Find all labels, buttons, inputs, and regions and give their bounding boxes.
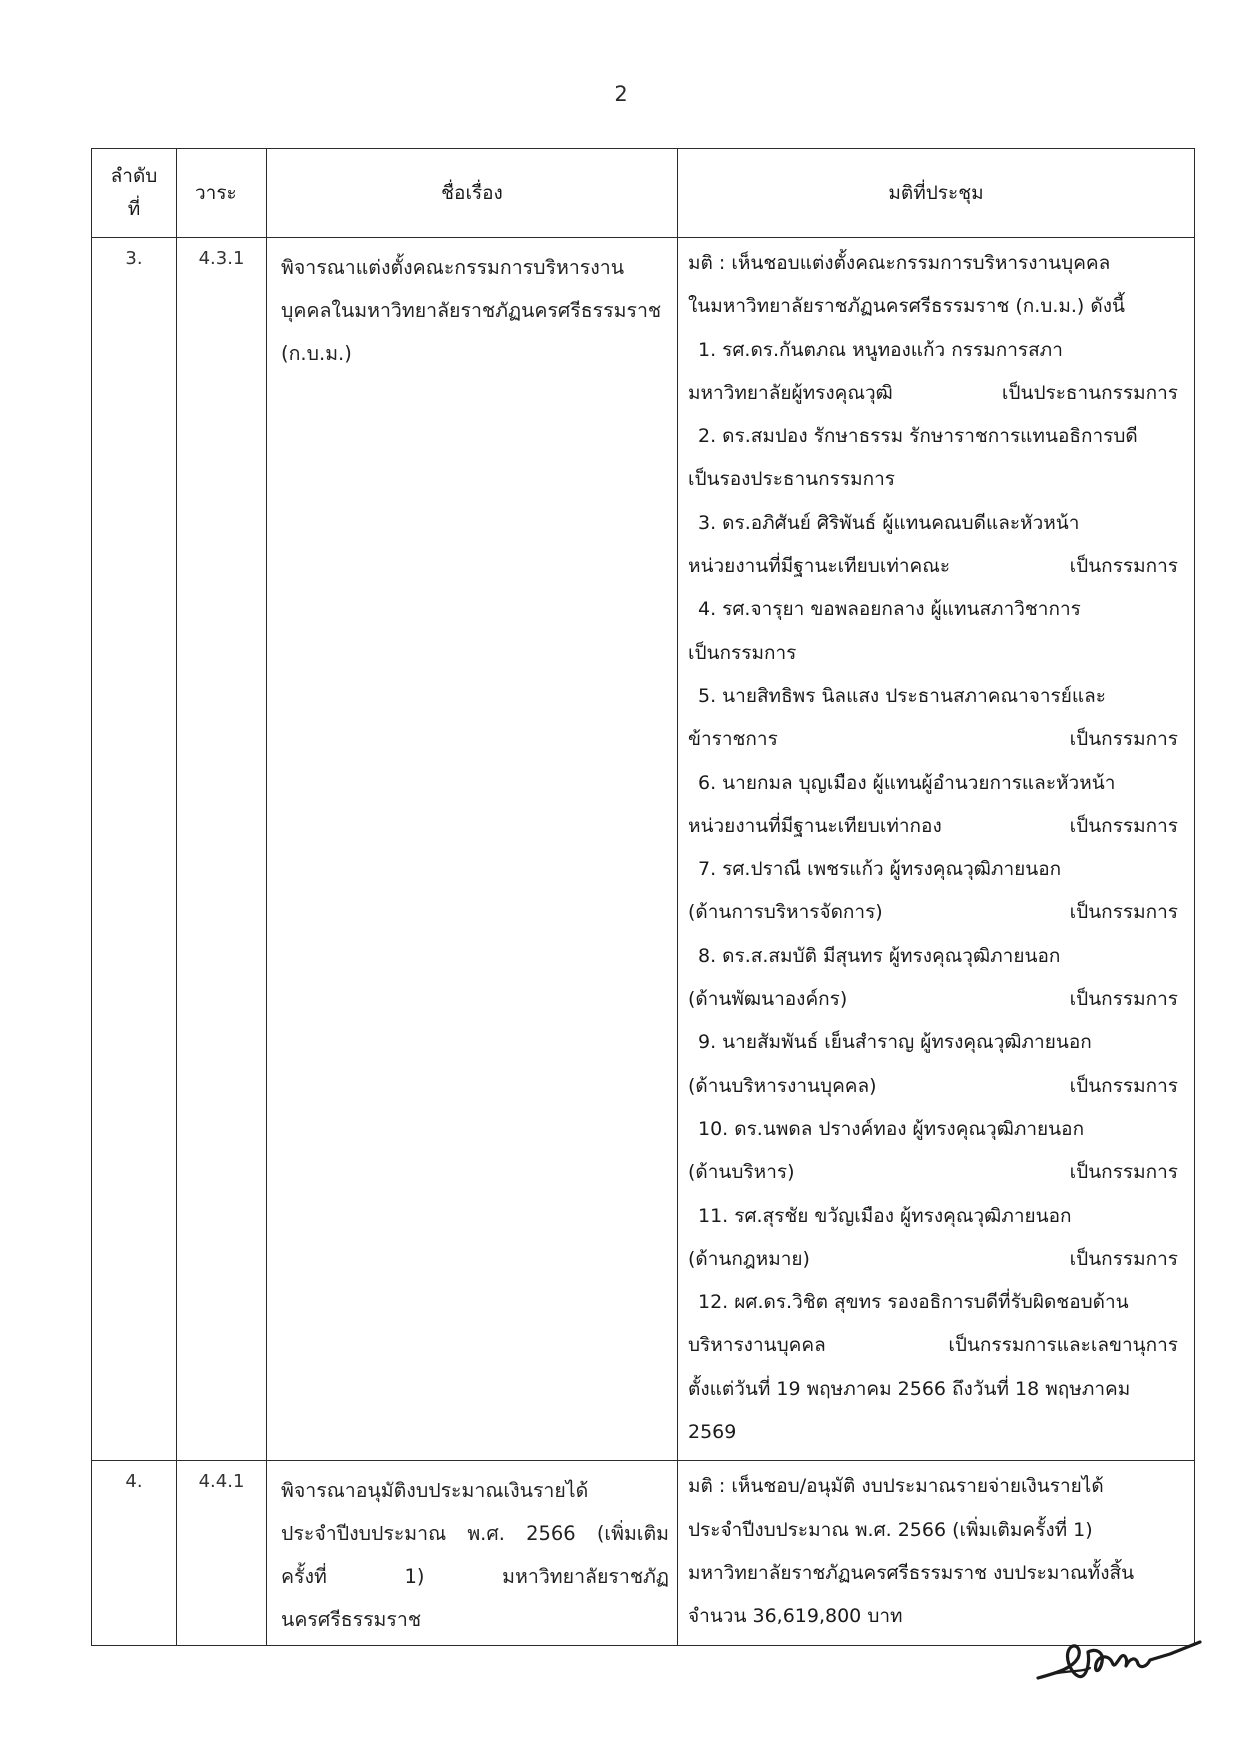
header-agenda: วาระ xyxy=(177,149,267,238)
resolution-text: จำนวน 36,619,800 บาท xyxy=(688,1605,903,1628)
resolution-text: 7. รศ.ปราณี เพชรแก้ว ผู้ทรงคุณวุฒิภายนอก xyxy=(698,858,1062,881)
resolution-role: เป็นกรรมการ xyxy=(1069,728,1178,751)
resolution-text: 9. นายสัมพันธ์ เย็นสำราญ ผู้ทรงคุณวุฒิภายนอก xyxy=(698,1031,1092,1054)
resolution-role: เป็นกรรมการ xyxy=(1069,814,1178,837)
header-resolution: มติที่ประชุม xyxy=(678,149,1195,238)
row-resolution xyxy=(678,238,1195,1461)
resolution-text: 12. ผศ.ดร.วิชิต สุขทร รองอธิการบดีที่รับผิดชอบด้าน xyxy=(698,1291,1129,1314)
resolution-role: เป็นประธานกรรมการ xyxy=(1001,381,1178,404)
title-line: พิจารณาอนุมัติงบประมาณเงินรายได้ xyxy=(281,1479,589,1503)
resolution-text: (ด้านการบริหารจัดการ) xyxy=(688,901,883,924)
resolution-line xyxy=(688,1195,1184,1238)
resolution-line xyxy=(688,1281,1184,1324)
table-header-row xyxy=(92,149,1195,238)
resolution-role: เป็นกรรมการ xyxy=(1069,1161,1178,1184)
resolution-text: เป็นรองประธานกรรมการ xyxy=(688,468,895,491)
resolution-line xyxy=(688,762,1184,805)
resolution-text: มหาวิทยาลัยผู้ทรงคุณวุฒิ xyxy=(688,381,893,404)
resolution-text: 6. นายกมล บุญเมือง ผู้แทนผู้อำนวยการและหัวหน้า xyxy=(698,771,1116,794)
resolution-line xyxy=(688,329,1184,372)
title-line: บุคคลในมหาวิทยาลัยราชภัฏนครศรีธรรมราช xyxy=(281,299,662,322)
table-row xyxy=(92,1461,1195,1645)
resolution-text: 1. รศ.ดร.กันตภณ หนูทองแก้ว กรรมการสภา xyxy=(698,338,1063,361)
resolution-line xyxy=(688,1324,1184,1367)
resolution-text: 2. ดร.สมปอง รักษาธรรม รักษาราชการแทนอธิการบดี xyxy=(698,425,1138,448)
title-line: ประจำปีงบประมาณ พ.ศ. 2566 (เพิ่มเติม xyxy=(281,1522,669,1546)
resolution-line xyxy=(688,588,1184,631)
handwritten-signature xyxy=(1030,1628,1206,1690)
header-order-line1: ลำดับ xyxy=(110,165,158,187)
resolution-text: ข้าราชการ xyxy=(688,728,778,751)
resolution-text: 11. รศ.สุรชัย ขวัญเมือง ผู้ทรงคุณวุฒิภายนอก xyxy=(698,1204,1072,1227)
resolution-line xyxy=(688,1552,1184,1595)
row-title xyxy=(267,238,678,1461)
resolution-role: เป็นกรรมการ xyxy=(1069,1074,1178,1097)
resolution-line xyxy=(688,285,1184,328)
resolution-text: เป็นกรรมการ xyxy=(688,641,797,664)
resolution-role: เป็นกรรมการ xyxy=(1069,555,1178,578)
title-line: (ก.บ.ม.) xyxy=(281,342,352,365)
resolution-text: 3. ดร.อภิศันย์ ศิริพันธ์ ผู้แทนคณบดีและหัวหน้า xyxy=(698,511,1080,534)
resolution-text: 5. นายสิทธิพร นิลแสง ประธานสภาคณาจารย์และ xyxy=(698,684,1106,707)
resolution-line xyxy=(688,978,1184,1021)
resolution-line xyxy=(688,1151,1184,1194)
row-agenda: 4.3.1 xyxy=(177,238,267,1461)
resolution-line xyxy=(688,675,1184,718)
header-order xyxy=(92,149,177,238)
resolution-line xyxy=(688,1065,1184,1108)
resolution-line xyxy=(688,1465,1184,1508)
page-number: 2 xyxy=(614,82,628,106)
resolution-text: 10. ดร.นพดล ปรางค์ทอง ผู้ทรงคุณวุฒิภายนอก xyxy=(698,1117,1085,1140)
resolution-line xyxy=(688,1411,1184,1454)
resolution-text: หน่วยงานที่มีฐานะเทียบเท่ากอง xyxy=(688,814,942,837)
resolution-line xyxy=(688,1021,1184,1064)
resolution-text: ประจำปีงบประมาณ พ.ศ. 2566 (เพิ่มเติมครั้งที่ 1) xyxy=(688,1518,1093,1541)
resolution-line xyxy=(688,458,1184,501)
header-title: ชื่อเรื่อง xyxy=(267,149,678,238)
resolution-text: (ด้านบริหาร) xyxy=(688,1161,795,1184)
row-title xyxy=(267,1461,678,1645)
resolution-text: (ด้านพัฒนาองค์กร) xyxy=(688,988,848,1011)
resolution-line xyxy=(688,1238,1184,1281)
row-order: 4. xyxy=(92,1461,177,1645)
row-order: 3. xyxy=(92,238,177,1461)
resolution-text: (ด้านบริหารงานบุคคล) xyxy=(688,1074,877,1097)
resolution-text: มติ : เห็นชอบ/อนุมัติ งบประมาณรายจ่ายเงินรายได้ xyxy=(688,1475,1104,1498)
resolution-text: ตั้งแต่วันที่ 19 พฤษภาคม 2566 ถึงวันที่ 18 พฤษภาคม xyxy=(688,1377,1131,1400)
resolution-role: เป็นกรรมการ xyxy=(1069,1247,1178,1270)
resolution-line xyxy=(688,632,1184,675)
row-agenda: 4.4.1 xyxy=(177,1461,267,1645)
resolution-text: มหาวิทยาลัยราชภัฏนครศรีธรรมราช งบประมาณทั้งสิ้น xyxy=(688,1561,1135,1584)
resolution-line xyxy=(688,935,1184,978)
resolution-line xyxy=(688,805,1184,848)
resolution-text: ในมหาวิทยาลัยราชภัฏนครศรีธรรมราช (ก.บ.ม.) ดังนี้ xyxy=(688,295,1125,318)
resolution-text: บริหารงานบุคคล xyxy=(688,1334,826,1357)
resolution-line xyxy=(688,545,1184,588)
title-line: นครศรีธรรมราช xyxy=(281,1608,422,1632)
resolution-line xyxy=(688,1368,1184,1411)
resolution-line xyxy=(688,502,1184,545)
resolution-text: 8. ดร.ส.สมบัติ มีสุนทร ผู้ทรงคุณวุฒิภายนอก xyxy=(698,944,1061,967)
header-order-line2: ที่ xyxy=(127,198,141,220)
resolution-line xyxy=(688,372,1184,415)
resolution-line xyxy=(688,1108,1184,1151)
title-line: พิจารณาแต่งตั้งคณะกรรมการบริหารงาน xyxy=(281,256,625,279)
resolution-line xyxy=(688,718,1184,761)
resolution-line xyxy=(688,848,1184,891)
resolution-text: หน่วยงานที่มีฐานะเทียบเท่าคณะ xyxy=(688,555,951,578)
row-resolution xyxy=(678,1461,1195,1645)
resolution-line xyxy=(688,1509,1184,1552)
resolution-text: (ด้านกฎหมาย) xyxy=(688,1247,810,1270)
resolution-line xyxy=(688,891,1184,934)
resolution-text: 2569 xyxy=(688,1421,737,1444)
resolution-line xyxy=(688,242,1184,285)
title-line: ครั้งที่ 1) มหาวิทยาลัยราชภัฏ xyxy=(281,1565,669,1589)
resolution-text: มติ : เห็นชอบแต่งตั้งคณะกรรมการบริหารงานบุคคล xyxy=(688,252,1111,274)
resolution-role: เป็นกรรมการ xyxy=(1069,901,1178,924)
resolution-role: เป็นกรรมการและเลขานุการ xyxy=(948,1334,1178,1357)
table-row xyxy=(92,238,1195,1461)
resolution-text: 4. รศ.จารุยา ขอพลอยกลาง ผู้แทนสภาวิชาการ xyxy=(698,598,1081,621)
resolution-role: เป็นกรรมการ xyxy=(1069,988,1178,1011)
meeting-resolutions-table xyxy=(91,148,1195,1646)
resolution-line xyxy=(688,415,1184,458)
